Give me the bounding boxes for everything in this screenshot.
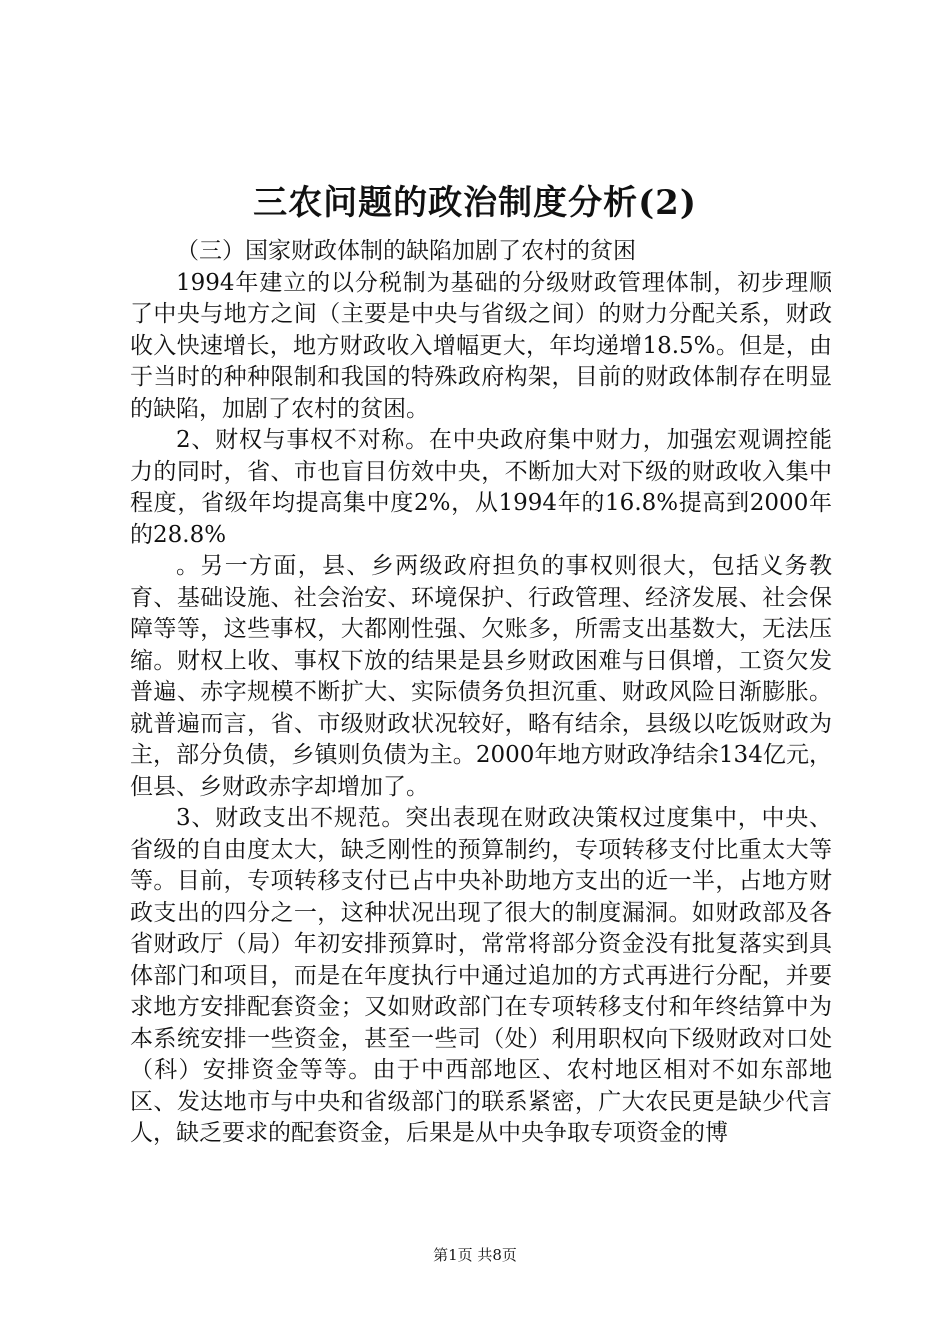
- paragraph-point-2: 2、财权与事权不对称。在中央政府集中财力，加强宏观调控能力的同时，省、市也盲目仿效中央，不断加大对下级的财政收入集中程度，省级年均提高集中度2%，从1994年的16.8%提高到2000年的28.8%: [130, 427, 832, 548]
- section-heading: （三）国家财政体制的缺陷加剧了农村的贫困: [176, 238, 636, 264]
- page-footer: 第1页 共8页: [433, 1246, 517, 1264]
- paragraph-point-3: 3、财政支出不规范。突出表现在财政决策权过度集中，中央、省级的自由度太大，缺乏刚性的预算制约，专项转移支付比重太大等等。目前，专项转移支付已占中央补助地方支出的近一半，占地方财政支出的四分之一，这种状况出现了很大的制度漏洞。如财政部及各省财政厅（局）年初安排预算时，常常将部分资金没有批复落实到具体部门和项目，而是在年度执行中通过追加的方式再进行分配，并要求地方安排配套资金；又如财政部门在专项转移支付和年终结算中为本系统安排一些资金，甚至一些司（处）利用职权向下级财政对口处（科）安排资金等等。由于中西部地区、农村地区相对不如东部地区、发达地市与中央和省级部门的联系紧密，广大农民更是缺少代言人，缺乏要求的配套资金，后果是从中央争取专项资金的博: [130, 805, 832, 1146]
- paragraph-point-2-continued: 。另一方面，县、乡两级政府担负的事权则很大，包括义务教育、基础设施、社会治安、环境保护、行政管理、经济发展、社会保障等等，这些事权，大都刚性强、欠账多，所需支出基数大，无法压缩。财权上收、事权下放的结果是县乡财政困难与日俱增，工资欠发普遍、赤字规模不断扩大、实际债务负担沉重、财政风险日渐膨胀。就普遍而言，省、市级财政状况较好，略有结余，县级以吃饭财政为主，部分负债，乡镇则负债为主。2000年地方财政净结余134亿元，但县、乡财政赤字却增加了。: [130, 553, 832, 800]
- document-title: 三农问题的政治制度分析(2): [253, 183, 697, 223]
- paragraph-intro: 1994年建立的以分税制为基础的分级财政管理体制，初步理顺了中央与地方之间（主要是中央与省级之间）的财力分配关系，财政收入快速增长，地方财政收入增幅更大，年均递增18.5%。但是，由于当时的种种限制和我国的特殊政府构架，目前的财政体制存在明显的缺陷，加剧了农村的贫困。: [130, 269, 832, 422]
- document-body: [130, 236, 832, 1150]
